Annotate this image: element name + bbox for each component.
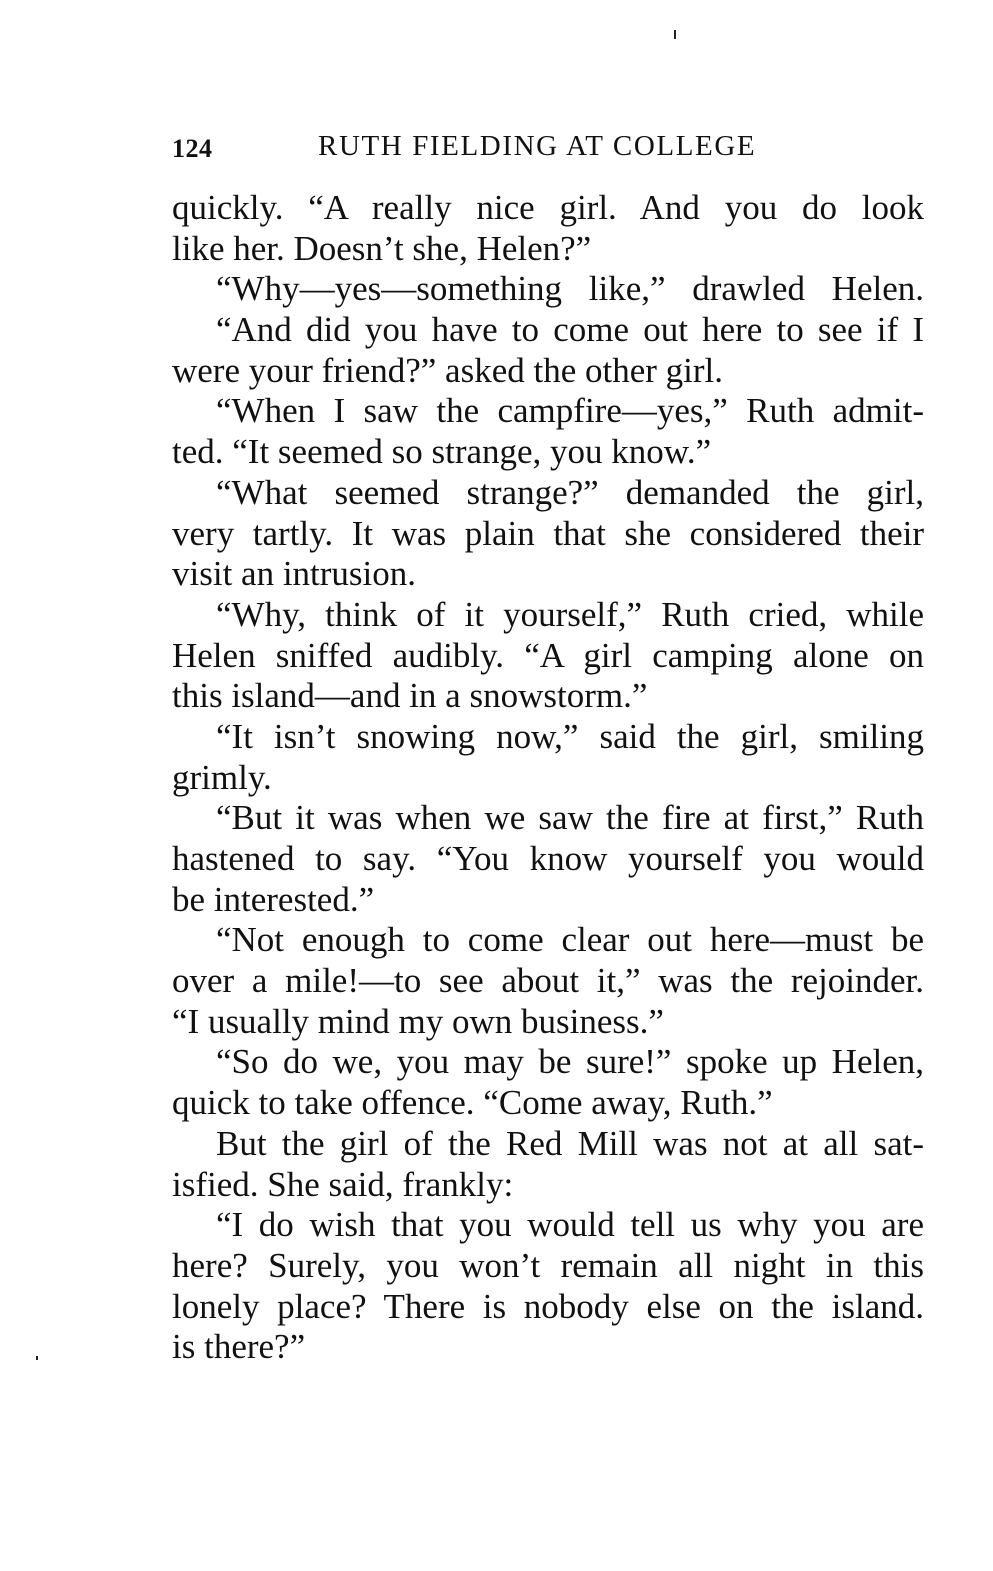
text-line: “But it was when we saw the fire at first,” Ruth: [216, 798, 924, 838]
text-line: this island—and in a snowstorm.”: [172, 676, 648, 716]
text-line: “What seemed strange?” demanded the girl,: [216, 472, 924, 512]
text-line: visit an intrusion.: [172, 554, 417, 594]
page-number: 124: [172, 134, 213, 163]
text-line: “And did you have to come out here to see if I: [216, 310, 924, 350]
text-line: hastened to say. “You know yourself you would: [172, 839, 924, 878]
text-line: very tartly. It was plain that she considered their: [172, 513, 924, 553]
text-line: were your friend?” asked the other girl.: [172, 350, 724, 390]
text-line: “I do wish that you would tell us why you are: [216, 1205, 924, 1245]
print-speck: [36, 1356, 38, 1360]
text-line: “Why, think of it yourself,” Ruth cried, while: [216, 594, 924, 634]
running-head-title: RUTH FIELDING AT COLLEGE: [318, 130, 757, 162]
text-line: over a mile!—to see about it,” was the rejoinder.: [172, 961, 924, 1001]
text-line: Helen sniffed audibly. “A girl camping alone on: [172, 635, 924, 675]
text-line: “So do we, you may be sure!” spoke up Helen,: [216, 1042, 924, 1082]
text-line: here? Surely, you won’t remain all night in this: [172, 1245, 924, 1285]
text-line: “When I saw the campfire—yes,” Ruth admit-: [216, 391, 924, 431]
text-line: lonely place? There is nobody else on the island.: [172, 1286, 924, 1326]
text-line: ted. “It seemed so strange, you know.”: [172, 432, 712, 472]
text-line: isfied. She said, frankly:: [172, 1164, 514, 1204]
text-line: “Not enough to come clear out here—must be: [216, 920, 924, 960]
text-line: quickly. “A really nice girl. And you do look: [172, 188, 924, 227]
text-line: But the girl of the Red Mill was not at all sat-: [216, 1123, 924, 1163]
text-line: like her. Doesn’t she, Helen?”: [172, 228, 592, 268]
text-line: grimly.: [172, 757, 272, 797]
text-line: is there?”: [172, 1327, 306, 1367]
text-line: be interested.”: [172, 879, 375, 919]
running-head: [172, 128, 782, 168]
text-line: quick to take offence. “Come away, Ruth.”: [172, 1083, 773, 1123]
text-line: “I usually mind my own business.”: [172, 1001, 664, 1041]
text-line: “It isn’t snowing now,” said the girl, smiling: [216, 716, 924, 756]
print-speck: [674, 30, 676, 39]
text-line: “Why—yes—something like,” drawled Helen.: [216, 269, 924, 309]
body-text: [172, 188, 924, 1368]
